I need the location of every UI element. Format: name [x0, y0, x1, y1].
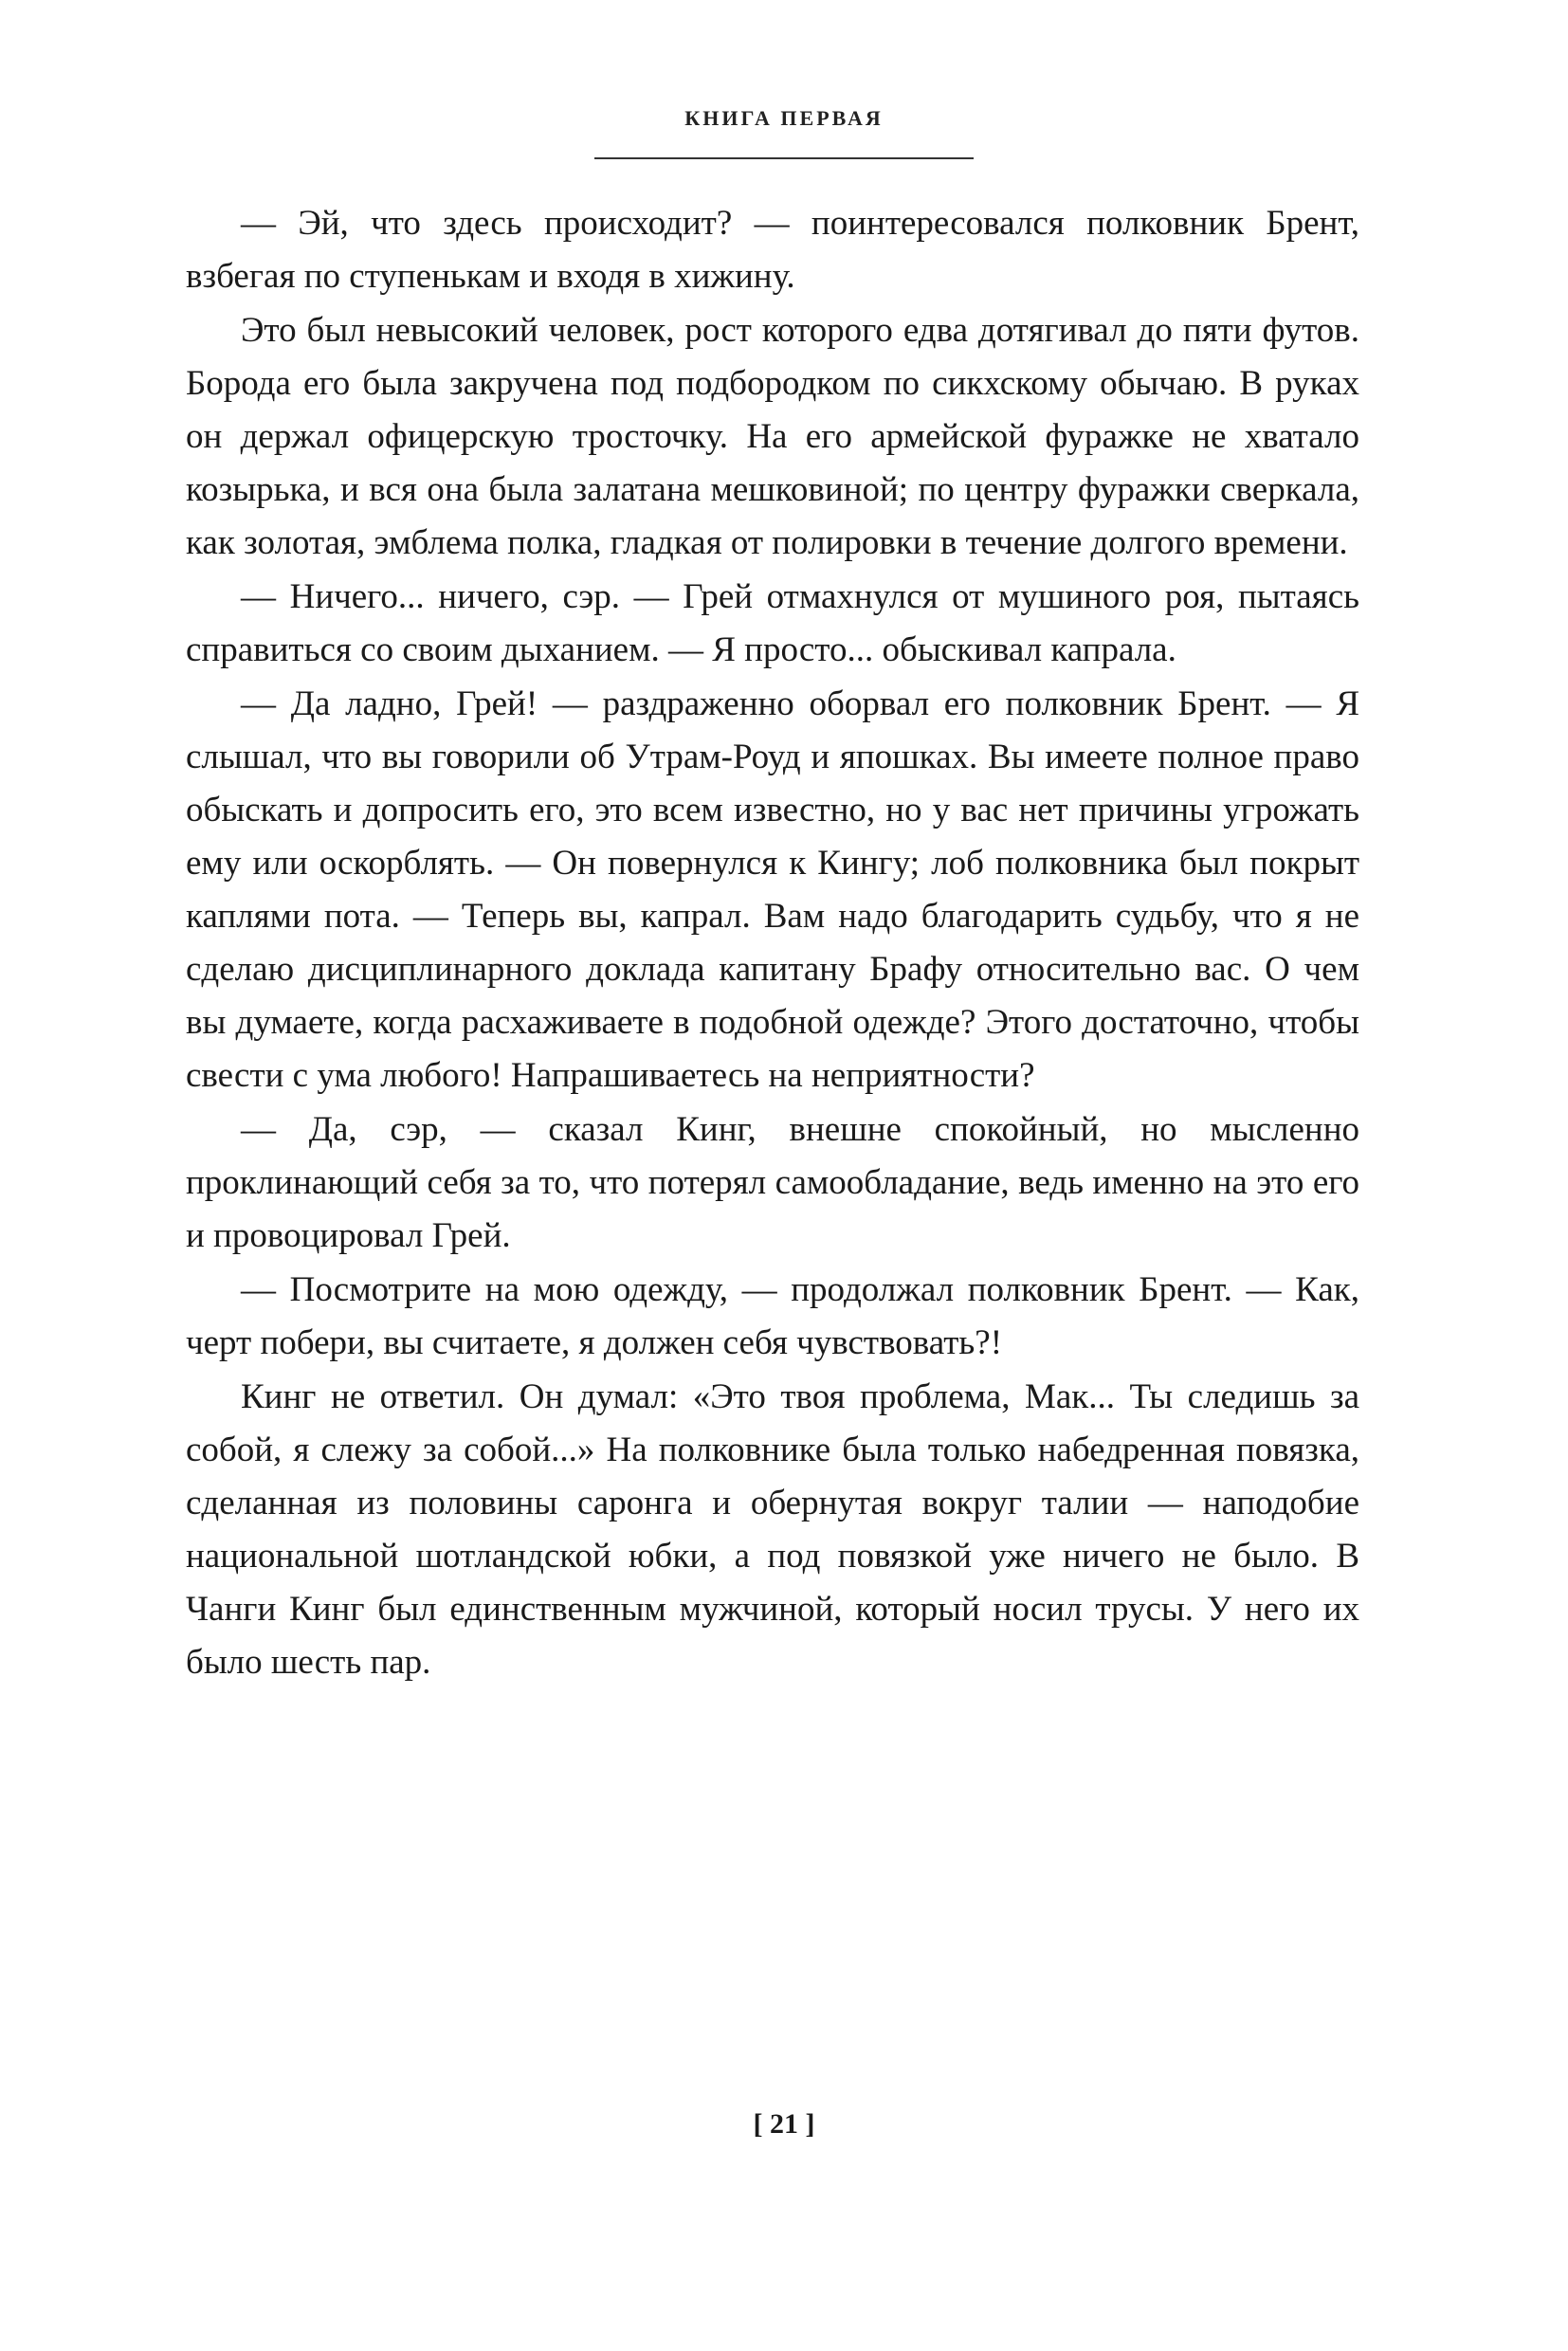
body-text [186, 197, 1359, 1690]
paragraph: Это был невысокий человек, рост которого едва дотягивал до пяти футов. Борода его была закручена под подбородком по сикхскому обычаю. В руках он держал офицерскую тросточку. На его армейской фуражке не хватало козырька, и вся она была залатана мешковиной; по центру фуражки сверкала, как золотая, эмблема полка, гладкая от полировки в течение долгого времени. [186, 311, 1359, 562]
running-head-rule [594, 157, 974, 159]
page-number: [ 21 ] [753, 2108, 815, 2140]
paragraph: Кинг не ответил. Он думал: «Это твоя проблема, Мак... Ты следишь за собой, я слежу за собой...» На полковнике была только набедренная повязка, сделанная из половины саронга и обернутая вокруг талии — наподобие национальной шотландской юбки, а под повязкой уже ничего не было. В Чанги Кинг был единственным мужчиной, который носил трусы. У него их было шесть пар. [186, 1377, 1359, 1682]
paragraph: — Да, сэр, — сказал Кинг, внешне спокойный, но мысленно проклинающий себя за то, что потерял самообладание, ведь именно на это его и провоцировал Грей. [186, 1110, 1359, 1255]
running-head: КНИГА ПЕРВАЯ [684, 106, 884, 130]
paragraph: — Да ладно, Грей! — раздраженно оборвал его полковник Брент. — Я слышал, что вы говорили об Утрам-Роуд и япошках. Вы имеете полное право обыскать и допросить его, это всем известно, но у вас нет причины угрожать ему или оскорблять. — Он повернулся к Кингу; лоб полковника был покрыт каплями пота. — Теперь вы, капрал. Вам надо благодарить судьбу, что я не сделаю дисциплинарного доклада капитану Брафу относительно вас. О чем вы думаете, когда расхаживаете в подобной одежде? Этого достаточно, чтобы свести с ума любого! Напрашиваетесь на неприятности? [186, 684, 1359, 1095]
paragraph: — Ничего... ничего, сэр. — Грей отмахнулся от мушиного роя, пытаясь справиться со своим дыханием. — Я просто... обыскивал капрала. [186, 577, 1359, 669]
paragraph: — Посмотрите на мою одежду, — продолжал полковник Брент. — Как, черт побери, вы считаете, я должен себя чувствовать?! [186, 1270, 1359, 1362]
paragraph: — Эй, что здесь происходит? — поинтересовался полковник Брент, взбегая по ступенькам и входя в хижину. [186, 204, 1359, 296]
